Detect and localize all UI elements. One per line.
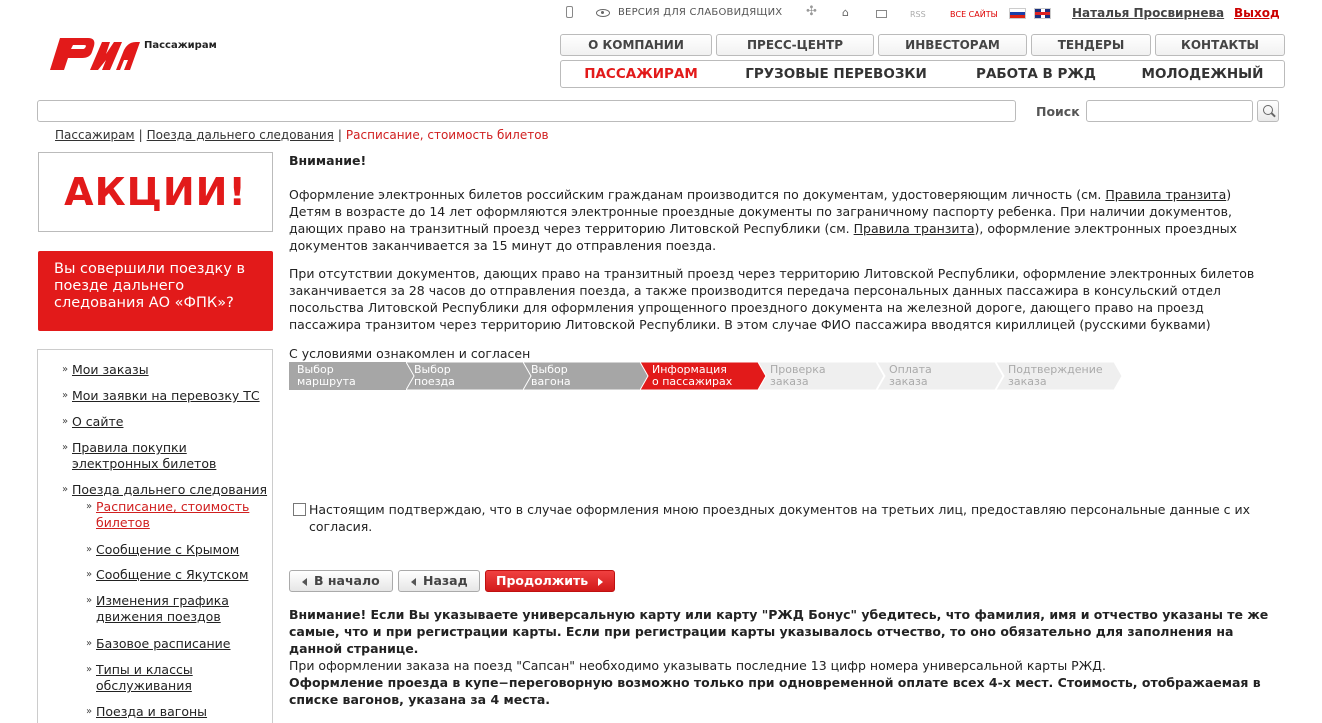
step-label: Выбор [414,363,451,376]
notice-title-text: Внимание! [289,153,367,168]
bullet-icon: » [86,638,93,649]
nav-item-long-distance[interactable] [62,482,272,498]
transit-rules-link[interactable]: Правила транзита [1105,187,1227,202]
step-label: заказа [889,375,928,388]
step-passenger-info [640,362,768,390]
nav-item-label: Мои заявки на перевозку ТС [72,388,260,403]
home-icon[interactable]: ⌂ [842,6,849,19]
breadcrumb-separator: | [337,128,342,142]
bullet-icon: » [86,569,93,580]
mobile-icon[interactable] [566,6,573,18]
menu-press[interactable]: ПРЕСС-ЦЕНТР [716,34,874,56]
search-button[interactable] [1257,100,1279,122]
breadcrumb-passengers[interactable]: Пассажирам [55,128,135,142]
sitemap-icon[interactable]: ✣ [806,4,817,19]
chevron-left-icon [302,578,307,586]
menu-passengers[interactable]: ПАССАЖИРАМ [584,66,698,82]
nav-item-label: Сообщение с Якутском [96,567,249,582]
sapsan-info-line: При оформлении заказа на поезд "Сапсан" необходимо указывать последние 13 цифр номера универсальной карты РЖД. [289,658,1106,673]
bullet-icon: » [86,595,93,606]
notice-paragraph-3: При отсутствии документов, дающих право на транзитный проезд через территорию Литовской Республики, оформление электронных билетов заканчивается за 28 часов до отправления поезда, а также производится передача персональных данных пассажира в консульский отдел посольства Литовской Республики для оформления упрощенного проездного документа на железной дороге, дающего право на проезд пассажира транзитом через территорию Литовской Республики. В этом случае ФИО пассажира вводятся кириллицей (русскими буквами) [289,266,1255,332]
breadcrumb-long-distance[interactable]: Поезда дальнего следования [146,128,334,142]
menu-tenders[interactable]: ТЕНДЕРЫ [1031,34,1151,56]
bullet-icon: » [86,501,93,512]
low-vision-link[interactable]: ВЕРСИЯ ДЛЯ СЛАБОВИДЯЩИХ [618,7,783,18]
card-warning: Внимание! Если Вы указываете универсальную карту или карту "РЖД Бонус" убедитесь, что фамилия, имя и отчество указаны те же самые, что и при регистрации карты. Если при регистрации карты указывалось отчество, то оно обязательно для заполнения на данной странице. [289,607,1269,656]
nav-item-label: Сообщение с Крымом [96,542,240,557]
step-label: Оплата [889,363,932,376]
step-label: Информация [652,363,727,376]
button-label: В начало [314,573,380,588]
nav-item-service-classes[interactable] [86,662,226,694]
bullet-icon: » [86,544,93,555]
all-sites-link[interactable]: ВСЕ САЙТЫ [950,10,998,19]
nav-item-label: Мои заказы [72,362,149,377]
menu-youth[interactable]: МОЛОДЕЖНЫЙ [1141,66,1264,82]
bullet-icon: » [62,442,69,453]
menu-careers[interactable]: РАБОТА В РЖД [976,66,1096,82]
step-label: маршрута [297,375,356,388]
nav-item-label: Расписание, стоимость билетов [96,499,250,530]
wide-input-field[interactable] [37,100,1016,122]
eye-icon[interactable] [596,9,610,17]
nav-item-crimea[interactable] [86,542,266,558]
bullet-icon: » [62,390,69,401]
bullet-icon: » [62,484,69,495]
nav-item-vehicle-requests[interactable] [62,388,272,404]
back-button[interactable] [398,570,480,592]
menu-about[interactable]: О КОМПАНИИ [560,34,712,56]
step-route [289,362,417,390]
nav-item-schedule-changes[interactable] [86,593,246,625]
nav-item-label: Изменения графика движения поездов [96,593,229,624]
nav-item-schedule[interactable] [86,499,256,531]
nav-item-yakutsk[interactable] [86,567,266,583]
step-label: заказа [770,375,809,388]
nav-item-label: Правила покупки электронных билетов [72,440,217,471]
step-label: вагона [531,375,571,388]
step-confirmation [996,362,1124,390]
nav-item-label: Типы и классы обслуживания [96,662,193,693]
bullet-icon: » [62,364,69,375]
transit-rules-link[interactable]: Правила транзита [853,221,975,236]
step-label: о пассажирах [652,375,733,388]
start-over-button[interactable] [289,570,393,592]
nav-item-my-orders[interactable] [62,362,262,378]
step-payment [877,362,1005,390]
notice-text: Детям в возрасте до 14 лет оформляются электронные проездные документы по заграничному паспорту ребенка. При наличии документов, дающих право на транзитный проезд через территорию Литовской Республики (см. [289,204,1232,236]
sapsan-info [289,657,1279,708]
fpk-survey-banner[interactable]: Вы совершили поездку в поезде дальнего следования АО «ФПК»? [38,251,273,331]
chevron-left-icon [411,578,416,586]
breadcrumb [55,128,549,142]
notice-text: Оформление электронных билетов российским гражданам производится по документам, удостоверяющим личность (см. [289,187,1106,202]
step-label: Подтверждение [1008,363,1103,376]
rss-link[interactable]: RSS [910,10,926,19]
nav-item-label: О сайте [72,414,124,429]
step-check-order [758,362,886,390]
search-input[interactable] [1086,100,1253,122]
agree-text: С условиями ознакомлен и согласен [289,346,531,361]
nav-item-about-site[interactable] [62,414,262,430]
notice-text: ) [1226,187,1232,202]
step-label: Выбор [531,363,568,376]
button-label: Продолжить [496,573,589,588]
nav-item-base-schedule[interactable] [86,636,266,652]
russian-flag-icon[interactable] [1009,8,1026,19]
step-label: Выбор [297,363,334,376]
button-label: Назад [423,573,468,588]
logo-subtitle: Пассажирам [144,40,217,51]
left-navigation [37,349,273,723]
search-label: Поиск [1036,104,1080,119]
step-car [523,362,651,390]
order-steps [289,362,1119,390]
chevron-right-icon [598,578,603,586]
nav-item-label: Базовое расписание [96,636,231,651]
notice-paragraph-2 [289,203,1279,254]
rzd-logo[interactable] [44,30,140,72]
nav-item-trains-cars[interactable] [86,704,266,720]
bullet-icon: » [86,706,93,717]
step-label: заказа [1008,375,1047,388]
consent-label: Настоящим подтверждаю, что в случае оформления мною проездных документов на третьих лиц, предоставляю персональные данные с их согласия. [309,502,1251,534]
bullet-icon: » [86,664,93,675]
logout-link[interactable]: Выход [1234,6,1280,20]
bullet-icon: » [62,416,69,427]
menu-freight[interactable]: ГРУЗОВЫЕ ПЕРЕВОЗКИ [745,66,927,82]
breadcrumb-current: Расписание, стоимость билетов [345,128,549,142]
notice-text: ), оформление электронных проездных документов заканчивается за 15 минут до отправления поезда. [289,221,1238,253]
utility-bar [560,6,1322,22]
continue-button[interactable] [485,570,615,592]
step-label: поезда [414,375,455,388]
nav-item-label: Поезда и вагоны [96,704,208,719]
user-name-link[interactable]: Наталья Просвирнева [1072,6,1225,20]
step-train [406,362,534,390]
main-menu [560,60,1285,88]
menu-investors[interactable]: ИНВЕСТОРАМ [878,34,1027,56]
mail-icon[interactable] [876,10,887,18]
menu-contacts[interactable]: КОНТАКТЫ [1155,34,1285,56]
consent-checkbox[interactable] [293,503,306,516]
nav-item-label: Поезда дальнего следования [72,482,268,497]
promotions-banner[interactable]: АКЦИИ! [38,152,273,232]
step-label: Проверка [770,363,826,376]
top-menu [560,34,1285,56]
breadcrumb-separator: | [138,128,143,142]
notice-paragraph-1 [289,186,1279,203]
notice-title [289,152,1279,169]
nav-item-eticket-rules[interactable] [62,440,232,472]
sapsan-info-line: Оформление проезда в купе−переговорную возможно только при одновременной оплате всех 4-х мест. Стоимость, отображаемая в списке вагонов, указана за 4 места. [289,675,1261,707]
english-flag-icon[interactable] [1034,8,1051,19]
